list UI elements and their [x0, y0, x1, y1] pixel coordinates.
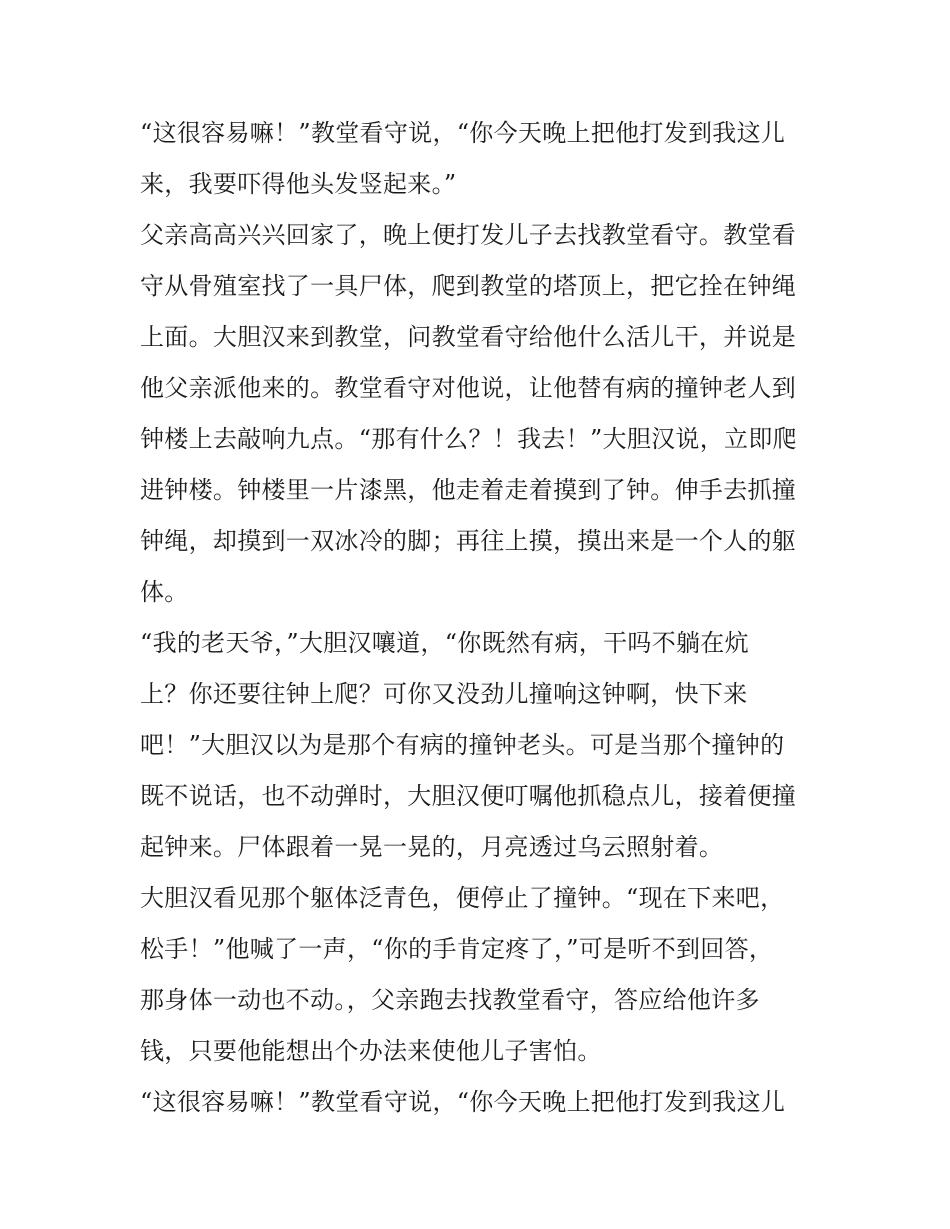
text-line: 上？你还要往钟上爬？可你又没劲儿撞响这钟啊，快下来	[140, 680, 748, 708]
text-line: “我的老天爷，”大胆汉嚷道，“你既然有病，干吗不躺在炕	[140, 629, 749, 657]
text-line: 上面。大胆汉来到教堂，问教堂看守给他什么活儿干，并说是	[140, 323, 797, 351]
text-line: 松手！”他喊了一声，“你的手肯定疼了，”可是听不到回答，	[140, 935, 774, 963]
text-line: 体。	[140, 578, 189, 606]
text-line: 父亲高高兴兴回家了，晚上便打发儿子去找教堂看守。教堂看	[140, 221, 797, 249]
text-line: 吧！”大胆汉以为是那个有病的撞钟老头。可是当那个撞钟的	[140, 731, 785, 759]
text-line: “这很容易嘛！”教堂看守说，“你今天晚上把他打发到我这儿	[140, 119, 786, 147]
text-line: 大胆汉看见那个躯体泛青色，便停止了撞钟。“现在下来吧，	[140, 884, 785, 912]
story-text	[140, 108, 820, 1128]
text-line: “这很容易嘛！”教堂看守说，“你今天晚上把他打发到我这儿	[140, 1088, 786, 1116]
text-line: 进钟楼。钟楼里一片漆黑，他走着走着摸到了钟。伸手去抓撞	[140, 476, 797, 504]
text-line: 起钟来。尸体跟着一晃一晃的，月亮透过乌云照射着。	[140, 833, 724, 861]
text-line: 那身体一动也不动。，父亲跑去找教堂看守，答应给他许多	[140, 986, 760, 1014]
text-line: 钟楼上去敲响九点。“那有什么？！我去！”大胆汉说，立即爬	[140, 425, 797, 453]
text-line: 来，我要吓得他头发竖起来。”	[140, 170, 457, 198]
text-line: 钱，只要他能想出个办法来使他儿子害怕。	[140, 1037, 602, 1065]
text-line: 他父亲派他来的。教堂看守对他说，让他替有病的撞钟老人到	[140, 374, 797, 402]
text-line: 既不说话，也不动弹时，大胆汉便叮嘱他抓稳点儿，接着便撞	[140, 782, 797, 810]
text-line: 钟绳，却摸到一双冰冷的脚；再往上摸，摸出来是一个人的躯	[140, 527, 797, 555]
text-line: 守从骨殖室找了一具尸体，爬到教堂的塔顶上，把它拴在钟绳	[140, 272, 797, 300]
